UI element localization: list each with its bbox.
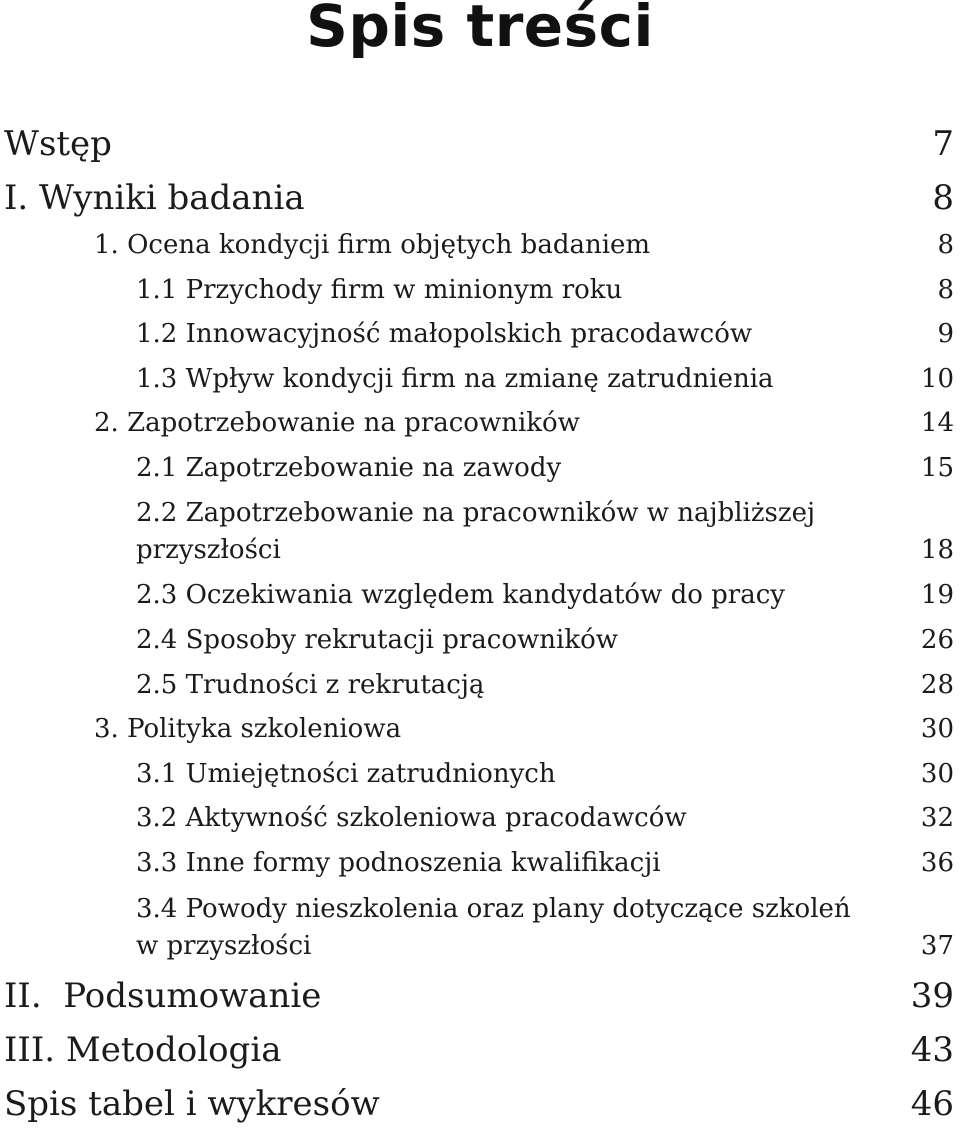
toc-entry-page: 26 xyxy=(920,625,954,655)
toc-entry-page: 39 xyxy=(910,976,954,1016)
toc-entry-label: I. Wyniki badania xyxy=(4,178,305,218)
toc-entry-label-line2: w przyszłości xyxy=(136,931,312,961)
toc-entry-label: 1. Ocena kondycji firm objętych badaniem xyxy=(94,230,651,260)
toc-entry-page: 10 xyxy=(920,364,954,394)
toc-entry-label: 2.2 Zapotrzebowanie na pracowników w najbliższej xyxy=(136,498,816,528)
toc-entry-label: III. Metodologia xyxy=(4,1030,282,1070)
toc-entry-label: 3.3 Inne formy podnoszenia kwalifikacji xyxy=(136,848,661,878)
toc-entry-label: 2.1 Zapotrzebowanie na zawody xyxy=(136,453,562,483)
toc-entry-page: 15 xyxy=(920,453,954,483)
toc-entry-page: 32 xyxy=(920,803,954,833)
toc-entry-page: 18 xyxy=(920,535,954,565)
toc-entry-label: II. Podsumowanie xyxy=(4,976,322,1016)
toc-entry-label: 3. Polityka szkoleniowa xyxy=(94,714,402,744)
toc-entry-page: 14 xyxy=(920,408,954,438)
toc-entry-page: 36 xyxy=(920,848,954,878)
toc-entry-page: 8 xyxy=(932,178,954,218)
toc-entry-label: 2.5 Trudności z rekrutacją xyxy=(136,670,485,700)
toc-entry-label-line2: przyszłości xyxy=(136,535,281,565)
toc-entry-label: 3.4 Powody nieszkolenia oraz plany dotyczące szkoleń xyxy=(136,894,851,924)
toc-entry-page: 28 xyxy=(920,670,954,700)
toc-entry-label: Wstęp xyxy=(4,124,112,164)
toc-entry-label: 2.4 Sposoby rekrutacji pracowników xyxy=(136,625,618,655)
toc-entry-label: 3.2 Aktywność szkoleniowa pracodawców xyxy=(136,803,687,833)
toc-entry-page: 9 xyxy=(937,319,954,349)
toc-entry-label: 2.3 Oczekiwania względem kandydatów do pracy xyxy=(136,580,785,610)
toc-entry-page: 37 xyxy=(920,931,954,961)
toc-entry-label: 3.1 Umiejętności zatrudnionych xyxy=(136,759,556,789)
toc-entry-label: 1.2 Innowacyjność małopolskich pracodawców xyxy=(136,319,753,349)
toc-entry-label: Spis tabel i wykresów xyxy=(4,1084,380,1124)
toc-entry-page: 8 xyxy=(937,275,954,305)
toc-entry-label: 2. Zapotrzebowanie na pracowników xyxy=(94,408,580,438)
toc-entry-page: 30 xyxy=(920,759,954,789)
page-title: Spis treści xyxy=(306,0,654,60)
toc-entry-page: 19 xyxy=(920,580,954,610)
toc-entry-label: 1.3 Wpływ kondycji firm na zmianę zatrudnienia xyxy=(136,364,774,394)
toc-entry-label: 1.1 Przychody firm w minionym roku xyxy=(136,275,623,305)
toc-entry-page: 7 xyxy=(932,124,954,164)
toc-entry-page: 8 xyxy=(937,230,954,260)
toc-entry-page: 43 xyxy=(910,1030,954,1070)
toc-entry-page: 30 xyxy=(920,714,954,744)
toc-entry-page: 46 xyxy=(910,1084,954,1124)
